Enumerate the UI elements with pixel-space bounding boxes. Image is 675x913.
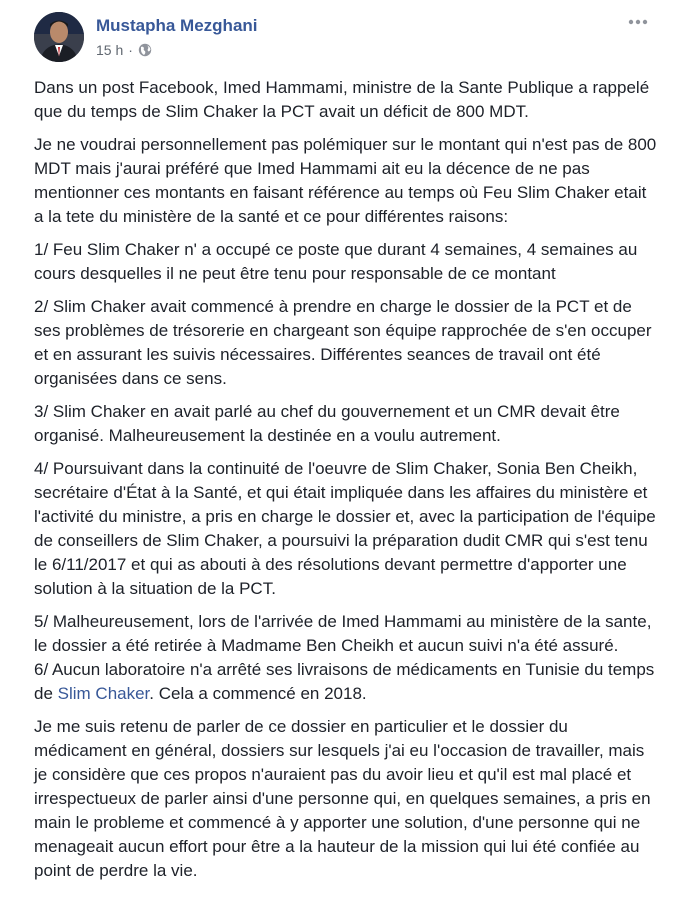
author-avatar[interactable]	[34, 12, 84, 62]
slim-chaker-link[interactable]: Slim Chaker	[57, 684, 150, 703]
paragraph-point-1: 1/ Feu Slim Chaker n' a occupé ce poste que durant 4 semaines, 4 semaines au cours desquelles il ne peut être tenu pour responsable de ce montant	[34, 240, 638, 283]
point-6-text-before: 6/ Aucun laboratoire n'a arrêté ses livraisons de médicaments en Tunisie du temps de	[34, 660, 655, 703]
paragraph-conclusion: Je me suis retenu de parler de ce dossier en particulier et le dossier du médicament en général, dossiers sur lesquels j'ai eu l'occasion de travailler, mais je considère que ces propos n'auraient pas du avoir lieu et qu'il est mal placé et irrespectueux de parler ainsi d'une personne qui, en quelques semaines, a pris en main le probleme et commencé à y apporter une solution, d'une personne qui ne menageait aucun effort pour être a la hauteur de la mission qui lui été confiée au point de perdre la vie.	[34, 717, 651, 880]
paragraph-point-6	[34, 658, 659, 706]
post-time[interactable]: 15 h	[96, 42, 124, 58]
paragraph-point-2: 2/ Slim Chaker avait commencé à prendre en charge le dossier de la PCT et de ses problèmes de trésorerie en chargeant son équipe rapprochée de s'en occuper et en assurant les suivis nécessaires. Différentes seances de travail ont été organisées dans ce sens.	[34, 297, 652, 388]
meta-separator: ·	[128, 42, 133, 58]
author-name[interactable]: Mustapha Mezghani	[96, 16, 258, 35]
paragraph-intro: Dans un post Facebook, Imed Hammami, ministre de la Sante Publique a rappelé que du temps de Slim Chaker la PCT avait un déficit de 800 MDT.	[34, 78, 650, 121]
post-body	[34, 76, 659, 892]
point-6-text-after: . Cela a commencé en 2018.	[149, 684, 367, 703]
post-meta	[96, 42, 152, 58]
paragraph-opinion: Je ne voudrai personnellement pas polémiquer sur le montant qui n'est pas de 800 MDT mais j'aurai préféré que Imed Hammami ait eu la décence de ne pas mentionner ces montants en faisant référence au temps où Feu Slim Chaker etait a la tete du ministère de la santé et ce pour différentes raisons:	[34, 135, 657, 226]
avatar-photo	[34, 12, 84, 62]
more-options-icon[interactable]	[626, 14, 650, 30]
globe-icon[interactable]	[138, 43, 152, 57]
post-header	[34, 12, 654, 68]
paragraph-point-5: 5/ Malheureusement, lors de l'arrivée de Imed Hammami au ministère de la sante, le dossier a été retirée à Madmame Ben Cheikh et aucun suivi n'a été assuré.	[34, 612, 652, 655]
paragraph-point-3: 3/ Slim Chaker en avait parlé au chef du gouvernement et un CMR devait être organisé. Malheureusement la destinée en a voulu autrement.	[34, 402, 620, 445]
paragraph-point-4: 4/ Poursuivant dans la continuité de l'oeuvre de Slim Chaker, Sonia Ben Cheikh, secrétaire d'État à la Santé, et qui était impliquée dans les affaires du ministère et l'activité du ministre, a pris en charge le dossier et, avec la participation de l'équipe de conseillers de Slim Chaker, a poursuivi la préparation dudit CMR qui s'est tenu le 6/11/2017 et qui as abouti à des résolutions devant permettre d'apporter une solution à la situation de la PCT.	[34, 459, 656, 598]
